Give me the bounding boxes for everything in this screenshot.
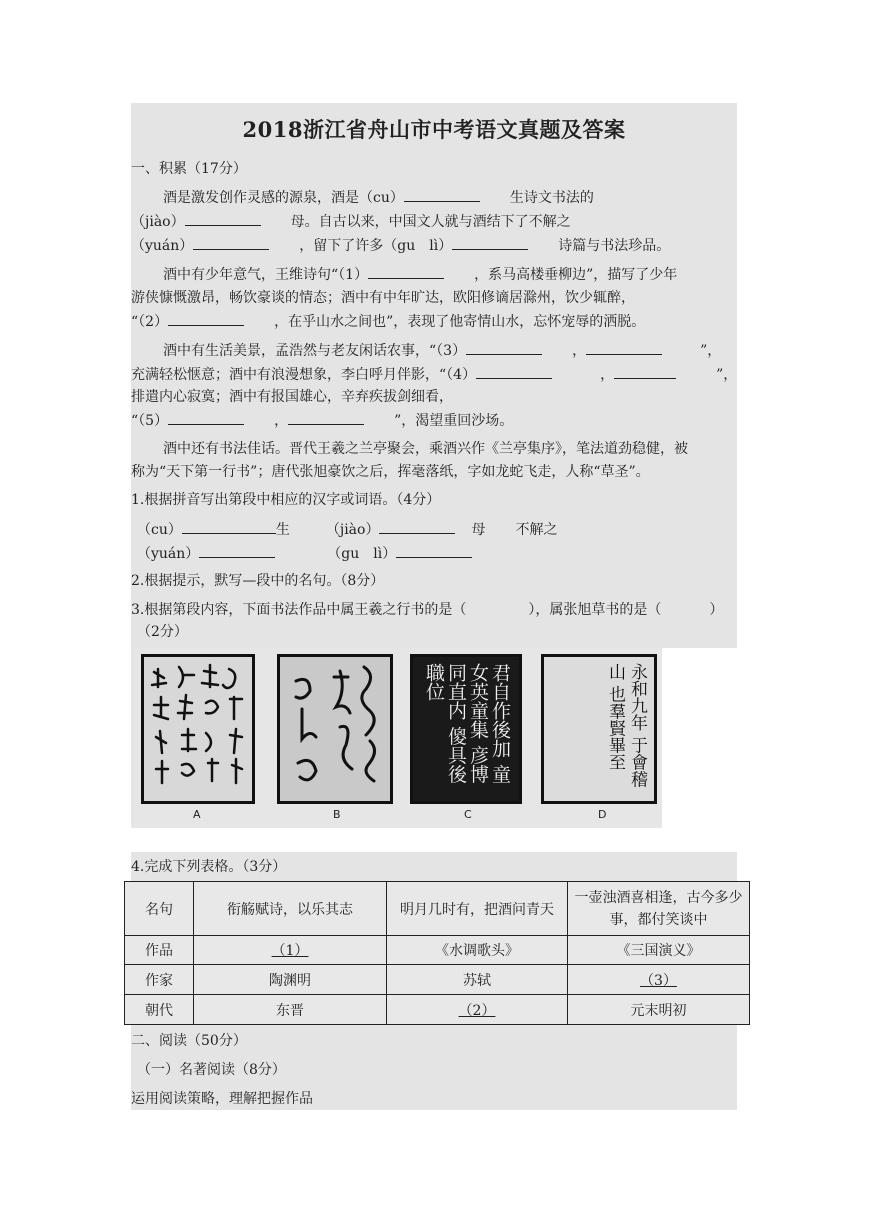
- p2-line3-text: “（2）: [131, 314, 169, 330]
- table-cell: 《三国演义》: [568, 936, 750, 965]
- p3-line1: [163, 340, 721, 361]
- p2-line1-tail: ，系马高楼垂柳边”，描写了少年: [474, 267, 678, 283]
- p2-line3: [131, 311, 645, 332]
- table-cell: （3）: [568, 965, 750, 995]
- table-cell: 作品: [125, 936, 194, 965]
- p3-line2: [131, 364, 737, 385]
- section1-heading: 一、积累（17分）: [131, 161, 247, 177]
- table-cell: 《水调歌头》: [387, 936, 568, 965]
- q1-row2: [137, 543, 472, 564]
- p1-line1-text: 酒是激发创作灵感的源泉，酒是（cu）: [163, 190, 404, 206]
- blank-2-2: [168, 311, 244, 326]
- q1-jiao-label: （jiào）: [325, 522, 380, 538]
- q3-text-b: ），属张旭草书的是（: [528, 602, 662, 618]
- p1-line3-tail: 诗篇与书法珍品。: [558, 238, 671, 254]
- calligraphy-c: [410, 654, 522, 804]
- q1-cu-label: （cu）: [137, 522, 182, 538]
- blank-2-1: [368, 264, 444, 279]
- q3-text-c: ）: [709, 602, 724, 618]
- d-col-1: 永和九年: [627, 663, 647, 731]
- c-col-4: 傻具後職位: [423, 663, 467, 784]
- p2-line1: [163, 264, 677, 285]
- q1-blank-cu: [182, 519, 276, 534]
- question-4: 4.完成下列表格。（3分）: [131, 859, 287, 875]
- p3-line4-tail: ”，渴望重回沙场。: [394, 413, 514, 429]
- blank-5-2: [288, 410, 364, 425]
- c-col-2: 童女英童集: [467, 663, 511, 784]
- table-cell: 朝代: [125, 995, 194, 1025]
- label-a: A: [193, 808, 201, 821]
- q1-blank-jiao: [379, 519, 455, 534]
- table-row: [125, 936, 750, 965]
- p1-line3-text: （yuán）: [131, 238, 194, 254]
- p3-line1-tail: ”，: [700, 343, 722, 359]
- blank-4-1: [476, 364, 552, 379]
- q1-cu-suffix: 生: [275, 522, 290, 538]
- calligraphy-d: [541, 654, 657, 804]
- p1-line1-tail: 生诗文书法的: [509, 190, 594, 206]
- table-cell: 苏轼: [387, 965, 568, 995]
- p3-line2-text: 充满轻松惬意；酒中有浪漫想象，李白呼月伴影，“（4）: [131, 367, 477, 383]
- label-b: B: [333, 808, 341, 821]
- blank-5-1: [168, 410, 244, 425]
- question-2: 2.根据提示，默写—段中的名句。（8分）: [131, 573, 385, 589]
- question-3: [131, 600, 723, 620]
- table-row: [125, 995, 750, 1025]
- calligraphy-image: [131, 648, 662, 828]
- table-cell: （2）: [387, 995, 568, 1025]
- section2-heading: 二、阅读（50分）: [131, 1033, 247, 1049]
- table-row: [125, 965, 750, 995]
- p3-line2-comma: ，: [600, 367, 615, 383]
- label-d: D: [598, 808, 607, 821]
- table-cell: 元末明初: [568, 995, 750, 1025]
- calligraphy-a: [141, 654, 255, 804]
- p2-line2: 游侠慷慨激昂，畅饮豪谈的情态；酒中有中年旷达，欧阳修谪居滁州，饮少辄醉，: [131, 290, 635, 306]
- p4-line2: 称为“天下第一行书”；唐代张旭豪饮之后，挥毫落纸，字如龙蛇飞走，人称“草圣”。: [131, 464, 650, 480]
- calligraphy-a-strokes: [144, 657, 252, 801]
- q1-yuan-label: （yuán）: [137, 546, 200, 562]
- blank-3-2: [586, 340, 662, 355]
- blank-yuan: [193, 235, 269, 250]
- table-cell: 东晋: [194, 995, 387, 1025]
- p1-line1: [163, 187, 594, 208]
- section2-subheading: （一）名著阅读（8分）: [137, 1062, 286, 1078]
- c-col-3: 彦博同直内: [445, 663, 489, 784]
- p1-line2-text: （jiào）: [131, 214, 185, 230]
- p2-line1-text: 酒中有少年意气，王维诗句“（1）: [163, 267, 369, 283]
- p3-line4-comma: ，: [274, 413, 289, 429]
- p3-line1-comma: ，: [572, 343, 587, 359]
- table-row: [125, 882, 750, 936]
- table-cell: 作家: [125, 965, 194, 995]
- table-cell: 陶渊明: [194, 965, 387, 995]
- c-col-1: 君自作後加: [489, 663, 511, 758]
- table-cell: 名句: [125, 882, 194, 936]
- p1-line2: [131, 211, 571, 232]
- page-title: 2018浙江省舟山市中考语文真题及答案: [242, 117, 626, 142]
- blank-3-1: [466, 340, 542, 355]
- q1-row1: [137, 519, 557, 540]
- blank-4-2: [614, 364, 676, 379]
- section2-line: 运用阅读策略，理解把握作品: [131, 1091, 313, 1107]
- blank-jiao: [185, 211, 261, 226]
- q3-text-a: 3.根据第段内容，下面书法作品中属王羲之行书的是（: [131, 602, 467, 618]
- calligraphy-d-text: [604, 663, 648, 799]
- p3-line2-tail: ”，: [716, 367, 738, 383]
- p3-line4: [131, 410, 513, 431]
- p4-line1: 酒中还有书法佳话。晋代王羲之兰亭聚会，乘酒兴作《兰亭集序》，笔法道劲稳健，被: [163, 441, 688, 457]
- calligraphy-b-strokes: [280, 657, 390, 801]
- table-cell: （1）: [194, 936, 387, 965]
- table-cell: 一壶浊酒喜相逢，古今多少事，都付笑谈中: [568, 882, 750, 936]
- p1-line3-mid: ，留下了许多（gu lì）: [299, 238, 453, 254]
- q1-blank-guli: [396, 543, 472, 558]
- calligraphy-b: [277, 654, 393, 804]
- p2-line3-tail: ，在乎山水之间也”，表现了他寄情山水，忘怀宠辱的洒脱。: [274, 314, 646, 330]
- answer-table: [124, 881, 750, 1025]
- label-c: C: [464, 808, 472, 821]
- q1-guli-label: （gu lì）: [327, 546, 397, 562]
- p1-line2-tail: 母。自古以来，中国文人就与酒结下了不解之: [290, 214, 571, 230]
- table-cell: 衔觞赋诗，以乐其志: [194, 882, 387, 936]
- calligraphy-c-text: [411, 663, 511, 799]
- p3-line3: 排遣内心寂寞；酒中有报国雄心，辛弃疾拔剑细看，: [131, 389, 453, 405]
- p3-line1-text: 酒中有生活美景，孟浩然与老友闲话农事，“（3）: [163, 343, 467, 359]
- q1-jiao-suffix: 母: [471, 522, 486, 538]
- q3-score: （2分）: [137, 624, 188, 640]
- d-col-3: 也羣賢畢至: [605, 685, 625, 771]
- blank-guli: [452, 235, 528, 250]
- q1-buxie: 不解之: [515, 522, 558, 538]
- d-col-2: 于會稽山: [605, 663, 647, 788]
- blank-cu: [404, 187, 480, 202]
- question-1: 1.根据拼音写出第段中相应的汉字或词语。（4分）: [131, 492, 441, 508]
- table-cell: 明月几时有，把酒问青天: [387, 882, 568, 936]
- p3-line4-text: “（5）: [131, 413, 169, 429]
- p1-line3: [131, 235, 670, 256]
- q1-blank-yuan: [199, 543, 275, 558]
